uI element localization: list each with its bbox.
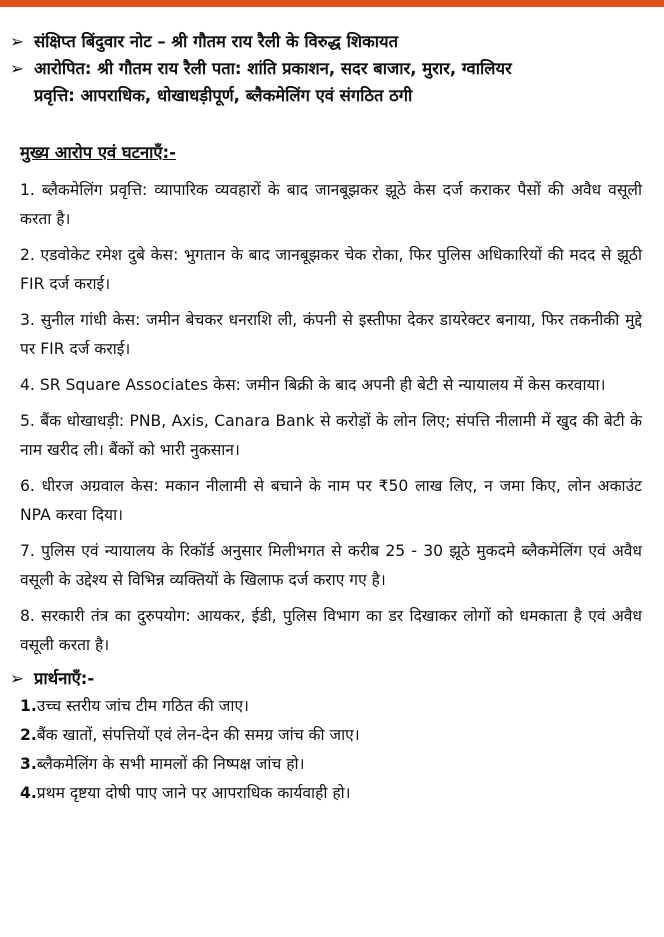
prayer-item-4 (20, 779, 664, 808)
allegation-item-1: 1. ब्लैकमेलिंग प्रवृत्ति: व्यापारिक व्यवहारों के बाद जानबूझकर झूठे केस दर्ज कराकर पैसों की अवैध वसूली करता है। (20, 181, 642, 228)
allegation-item-6: 6. धीरज अग्रवाल केस: मकान नीलामी से बचाने के नाम पर ₹50 लाख लिए, न जमा किए, लोन अकाउंट NPA करवा दिया। (20, 477, 642, 524)
arrow-bullet-icon: ➢ (10, 59, 24, 78)
prayers-heading-text: प्रार्थनाएँ:- (34, 669, 95, 688)
prayer-text: ब्लैकमेलिंग के सभी मामलों की निष्पक्ष जांच हो। (36, 755, 305, 773)
prayer-item-1 (20, 692, 664, 721)
prayer-item-2 (20, 721, 664, 750)
prayer-number: 4. (20, 784, 37, 802)
arrow-bullet-icon: ➢ (10, 32, 24, 51)
summary-title (0, 28, 664, 55)
allegation-item-5: 5. बैंक धोखाधड़ी: PNB, Axis, Canara Bank से करोड़ों के लोन लिए; संपत्ति नीलामी में खुद की बेटी के नाम खरीद ली। बैंकों को भारी नुकसान। (20, 412, 642, 459)
prayer-number: 1. (20, 697, 37, 715)
allegations-heading: मुख्य आरोप एवं घटनाएँ:- (20, 143, 176, 162)
allegation-item-3: 3. सुनील गांधी केस: जमीन बेचकर धनराशि ली, कंपनी से इस्तीफा देकर डायरेक्टर बनाया, फिर तकनीकी मुद्दे पर FIR दर्ज कराई। (20, 311, 642, 358)
document-body (0, 28, 664, 808)
arrow-bullet-icon: ➢ (10, 669, 24, 688)
prayer-number: 2. (20, 726, 37, 744)
accused-nature: प्रवृत्ति: आपराधिक, धोखाधड़ीपूर्ण, ब्लैकमेलिंग एवं संगठित ठगी (34, 86, 413, 105)
prayers-heading (0, 666, 664, 692)
prayer-item-3 (20, 750, 664, 779)
accused-details (0, 55, 664, 82)
allegation-item-2: 2. एडवोकेट रमेश दुबे केस: भुगतान के बाद जानबूझकर चेक रोका, फिर पुलिस अधिकारियों की मदद से झूठी FIR दर्ज कराई। (20, 246, 642, 293)
accused-details-text: आरोपित: श्री गौतम राय रैली पता: शांति प्रकाशन, सदर बाजार, मुरार, ग्वालियर (34, 59, 512, 78)
top-accent-bar (0, 0, 664, 7)
allegation-item-7: 7. पुलिस एवं न्यायालय के रिकॉर्ड अनुसार मिलीभगत से करीब 25 - 30 झूठे मुकदमे ब्लैकमेलिंग एवं अवैध वसूली के उद्देश्य से विभिन्न व्यक्तियों के खिलाफ दर्ज कराए गए है। (20, 542, 642, 589)
allegation-item-4: 4. SR Square Associates केस: जमीन बिक्री के बाद अपनी ही बेटी से न्यायालय में केस करवाया। (20, 376, 606, 394)
prayer-number: 3. (20, 755, 37, 773)
prayer-text: बैंक खातों, संपत्तियों एवं लेन-देन की समग्र जांच की जाए। (36, 726, 360, 744)
prayer-text: प्रथम दृष्टया दोषी पाए जाने पर आपराधिक कार्यवाही हो। (36, 784, 351, 802)
prayer-text: उच्च स्तरीय जांच टीम गठित की जाए। (36, 697, 249, 715)
allegation-item-8: 8. सरकारी तंत्र का दुरुपयोग: आयकर, ईडी, पुलिस विभाग का डर दिखाकर लोगों को धमकाता है एवं अवैध वसूली करता है। (20, 607, 642, 654)
summary-title-text: संक्षिप्त बिंदुवार नोट – श्री गौतम राय रैली के विरुद्ध शिकायत (34, 32, 399, 51)
